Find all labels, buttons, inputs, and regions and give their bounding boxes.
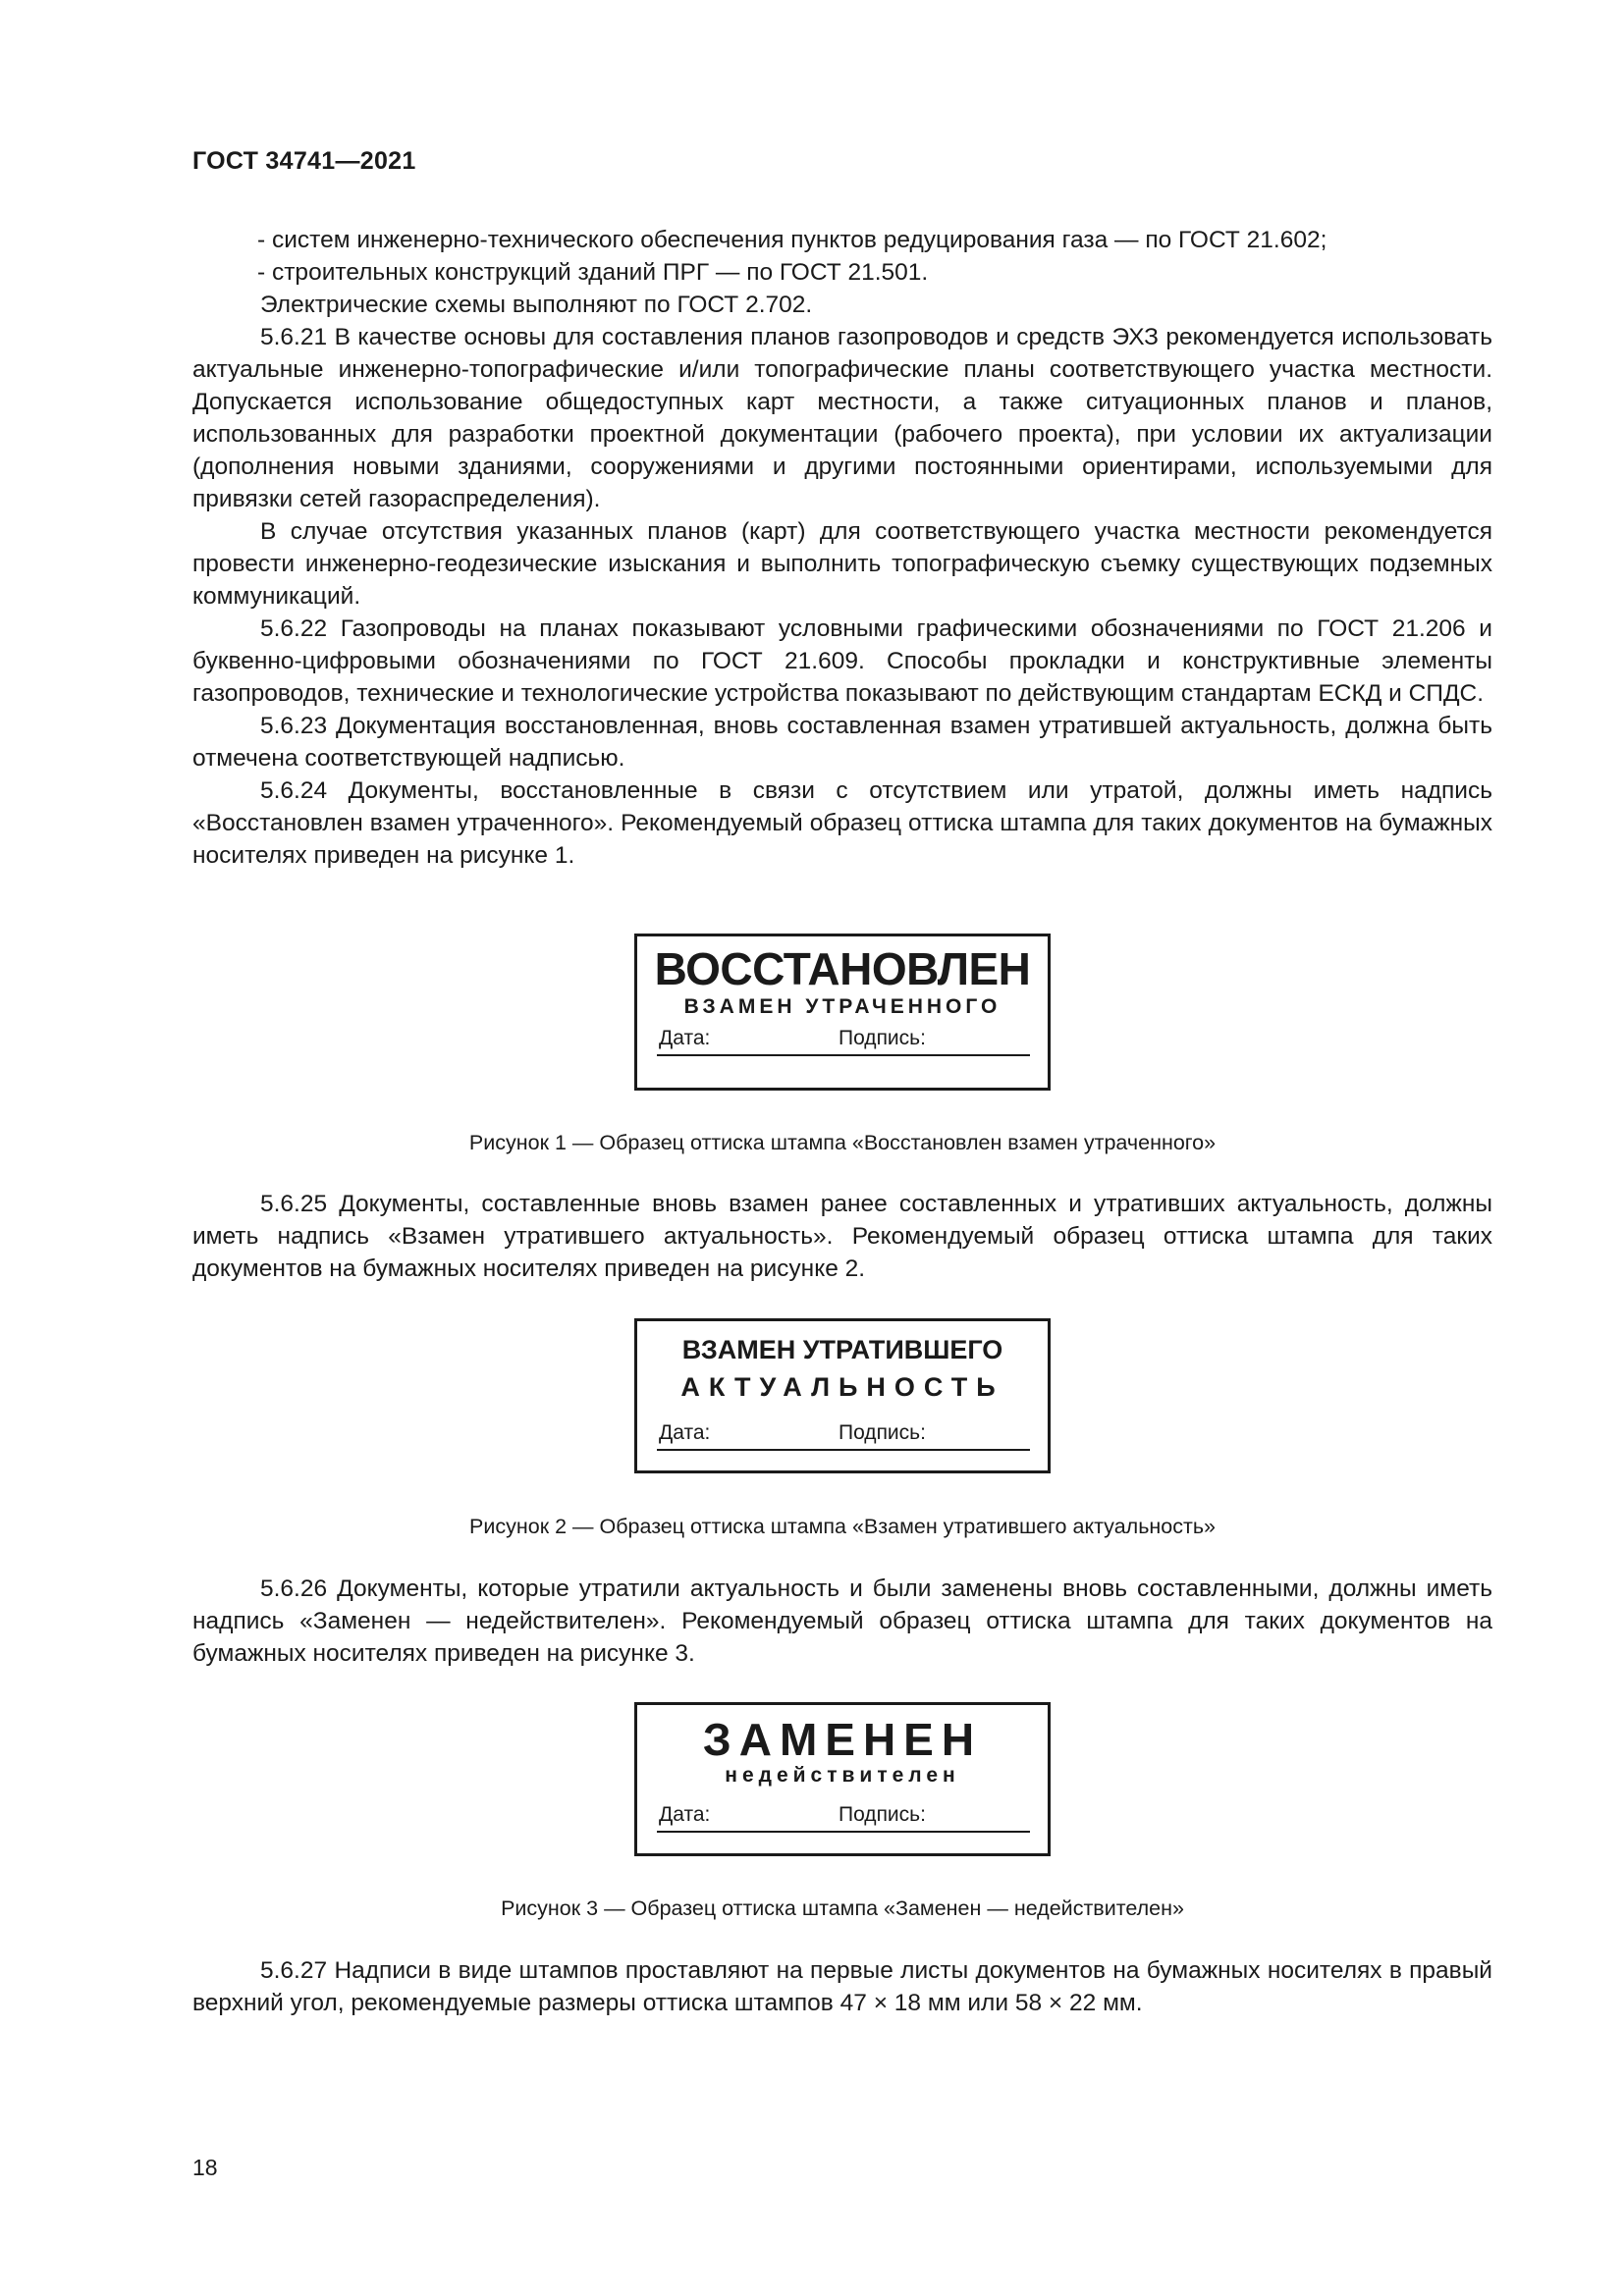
paragraph: 5.6.25 Документы, составленные вновь взамен ранее составленных и утративших актуальность, должны иметь надпись «Взамен утратившего актуальность». Рекомендуемый образец оттиска штампа для таких документов на бумажных носителях приведен на рисунке 2. xyxy=(192,1191,1492,1282)
stamp-superseded-title: ЗАМЕНЕН xyxy=(702,1714,983,1765)
stamp-restored-subtitle: ВЗАМЕН УТРАЧЕННОГО xyxy=(683,995,1001,1018)
list-item: - строительных конструкций зданий ПРГ — по ГОСТ 21.501. xyxy=(257,259,929,286)
signature-label: Подпись: xyxy=(839,1027,926,1049)
stamp-date-signature-row xyxy=(657,1419,1030,1451)
stamp-replacing-subtitle: АКТУАЛЬНОСТЬ xyxy=(680,1372,1004,1402)
paragraph: 5.6.21 В качестве основы для составления планов газопроводов и средств ЭХЗ рекомендуется использовать актуальные инженерно-топографические и/или топографические планы соответствующего участка местности. Допускается использование общедоступных карт местности, а также ситуационных планов и планов, использованных для разработки проектной документации (рабочего проекта), при условии их актуализации (дополнения новыми зданиями, сооружениями и другими постоянными ориентирами, используемыми для привязки сетей газораспределения). xyxy=(192,324,1492,512)
stamp-date-signature-row xyxy=(657,1801,1030,1833)
signature-label: Подпись: xyxy=(839,1803,926,1826)
text-block-1 xyxy=(192,224,1492,872)
stamp-date-signature-row xyxy=(657,1025,1030,1056)
figure-caption-3: Рисунок 3 — Образец оттиска штампа «Заменен — недействителен» xyxy=(501,1896,1184,1920)
document-header: ГОСТ 34741—2021 xyxy=(192,147,416,175)
paragraph: Электрические схемы выполняют по ГОСТ 2.702. xyxy=(260,292,813,318)
paragraph: 5.6.23 Документация восстановленная, вновь составленная взамен утратившей актуальность, должна быть отмечена соответствующей надписью. xyxy=(192,713,1492,772)
date-label: Дата: xyxy=(659,1027,711,1049)
stamp-superseded xyxy=(634,1702,1051,1856)
list-item: - систем инженерно-технического обеспечения пунктов редуцирования газа — по ГОСТ 21.602; xyxy=(257,227,1327,253)
text-block-3 xyxy=(192,1573,1492,1670)
stamp-superseded-subtitle: недействителен xyxy=(725,1764,960,1787)
stamp-restored xyxy=(634,934,1051,1091)
date-label: Дата: xyxy=(659,1803,711,1826)
stamp-restored-title: ВОССТАНОВЛЕН xyxy=(654,943,1031,994)
page-number: 18 xyxy=(192,2155,218,2180)
text-block-4 xyxy=(192,1954,1492,2019)
text-block-2 xyxy=(192,1188,1492,1285)
paragraph: 5.6.22 Газопроводы на планах показывают условными графическими обозначениями по ГОСТ 21.206 и буквенно-цифровыми обозначениями по ГОСТ 21.609. Способы прокладки и конструктивные элементы газопроводов, технические и технологические устройства показывают по действующим стандартам ЕСКД и СПДС. xyxy=(192,615,1492,707)
figure-caption-1: Рисунок 1 — Образец оттиска штампа «Восстановлен взамен утраченного» xyxy=(468,1131,1217,1154)
figure-caption-2: Рисунок 2 — Образец оттиска штампа «Взамен утратившего актуальность» xyxy=(469,1515,1216,1538)
date-label: Дата: xyxy=(659,1421,711,1444)
stamp-replacing-title: ВЗАМЕН УТРАТИВШЕГО xyxy=(681,1335,1003,1364)
stamp-replacing-obsolete xyxy=(634,1318,1051,1473)
signature-label: Подпись: xyxy=(839,1421,926,1444)
paragraph: 5.6.27 Надписи в виде штампов проставляют на первые листы документов на бумажных носителях в правый верхний угол, рекомендуемые размеры оттиска штампов 47 × 18 мм или 58 × 22 мм. xyxy=(192,1957,1492,2016)
paragraph: В случае отсутствия указанных планов (карт) для соответствующего участка местности рекомендуется провести инженерно-геодезические изыскания и выполнить топографическую съемку существующих подземных коммуникаций. xyxy=(192,518,1492,610)
paragraph: 5.6.24 Документы, восстановленные в связи с отсутствием или утратой, должны иметь надпись «Восстановлен взамен утраченного». Рекомендуемый образец оттиска штампа для таких документов на бумажных носителях приведен на рисунке 1. xyxy=(192,777,1492,869)
paragraph: 5.6.26 Документы, которые утратили актуальность и были заменены вновь составленными, должны иметь надпись «Заменен — недействителен». Рекомендуемый образец оттиска штампа для таких документов на бумажных носителях приведен на рисунке 3. xyxy=(192,1575,1492,1667)
